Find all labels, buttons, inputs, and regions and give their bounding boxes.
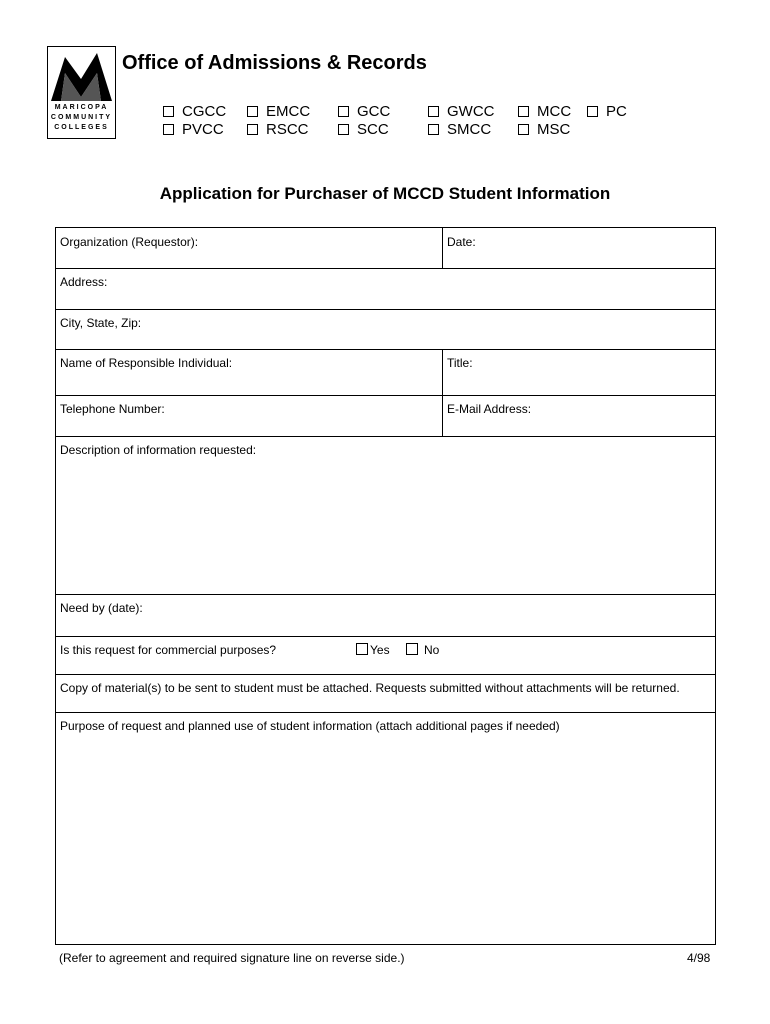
college-option-pvcc[interactable] [163, 121, 224, 138]
column-divider [442, 228, 443, 268]
row-divider [56, 309, 715, 310]
row-divider [56, 395, 715, 396]
college-label-cgcc: CGCC [182, 103, 227, 120]
logo-text-line2: COMMUNITY [50, 114, 113, 121]
form-version: 4/98 [687, 951, 711, 965]
mountain-logo-icon [51, 51, 112, 101]
checkbox-pc[interactable] [587, 106, 598, 117]
college-option-gwcc[interactable] [428, 103, 495, 120]
college-label-emcc: EMCC [266, 103, 311, 120]
checkbox-smcc[interactable] [428, 124, 439, 135]
checkbox-gwcc[interactable] [428, 106, 439, 117]
checkbox-cgcc[interactable] [163, 106, 174, 117]
college-option-mcc[interactable] [518, 103, 571, 120]
college-label-gcc: GCC [357, 103, 391, 120]
college-option-pc[interactable] [587, 103, 627, 120]
commercial-yes-option[interactable] [356, 643, 390, 657]
college-label-scc: SCC [357, 121, 389, 138]
checkbox-emcc[interactable] [247, 106, 258, 117]
college-label-pc: PC [606, 103, 627, 120]
checkbox-no[interactable] [406, 643, 418, 655]
checkbox-mcc[interactable] [518, 106, 529, 117]
attachment-notice: Copy of material(s) to be sent to student must be attached. Requests submitted without attachments will be returned. [60, 681, 680, 695]
college-label-pvcc: PVCC [182, 121, 224, 138]
college-option-emcc[interactable] [247, 103, 310, 120]
row-divider [56, 636, 715, 637]
row-divider [56, 436, 715, 437]
telephone-field[interactable]: Telephone Number: [60, 402, 165, 416]
college-option-smcc[interactable] [428, 121, 491, 138]
college-option-msc[interactable] [518, 121, 570, 138]
responsible-individual-field[interactable]: Name of Responsible Individual: [60, 356, 233, 370]
organization-field[interactable]: Organization (Requestor): [60, 235, 199, 249]
college-label-msc: MSC [537, 121, 571, 138]
date-field[interactable]: Date: [447, 235, 476, 249]
checkbox-msc[interactable] [518, 124, 529, 135]
row-divider [56, 349, 715, 350]
row-divider [56, 712, 715, 713]
checkbox-scc[interactable] [338, 124, 349, 135]
checkbox-rscc[interactable] [247, 124, 258, 135]
description-field[interactable]: Description of information requested: [60, 443, 257, 457]
city-state-zip-field[interactable]: City, State, Zip: [60, 316, 142, 330]
office-title: Office of Admissions & Records [122, 52, 427, 74]
need-by-date-field[interactable]: Need by (date): [60, 601, 143, 615]
maricopa-logo [47, 46, 116, 139]
title-field[interactable]: Title: [447, 356, 473, 370]
footer-note: (Refer to agreement and required signature line on reverse side.) [59, 951, 405, 965]
no-label: No [424, 643, 440, 657]
application-form [55, 227, 716, 945]
purpose-field[interactable]: Purpose of request and planned use of student information (attach additional pages if needed) [60, 719, 560, 733]
application-title: Application for Purchaser of MCCD Student Information [159, 184, 611, 203]
college-option-gcc[interactable] [338, 103, 390, 120]
column-divider [442, 349, 443, 436]
address-field[interactable]: Address: [60, 275, 108, 289]
commercial-purpose-label: Is this request for commercial purposes? [60, 643, 277, 657]
commercial-no-option[interactable] [406, 643, 439, 657]
logo-text-line3: COLLEGES [54, 124, 109, 131]
college-option-scc[interactable] [338, 121, 389, 138]
college-option-cgcc[interactable] [163, 103, 226, 120]
college-label-gwcc: GWCC [447, 103, 495, 120]
checkbox-pvcc[interactable] [163, 124, 174, 135]
row-divider [56, 268, 715, 269]
checkbox-yes[interactable] [356, 643, 368, 655]
email-field[interactable]: E-Mail Address: [447, 402, 532, 416]
college-label-mcc: MCC [537, 103, 572, 120]
checkbox-gcc[interactable] [338, 106, 349, 117]
row-divider [56, 674, 715, 675]
yes-label: Yes [370, 643, 390, 657]
college-option-rscc[interactable] [247, 121, 309, 138]
row-divider [56, 594, 715, 595]
college-label-smcc: SMCC [447, 121, 492, 138]
college-label-rscc: RSCC [266, 121, 309, 138]
logo-text-line1: MARICOPA [54, 104, 109, 111]
